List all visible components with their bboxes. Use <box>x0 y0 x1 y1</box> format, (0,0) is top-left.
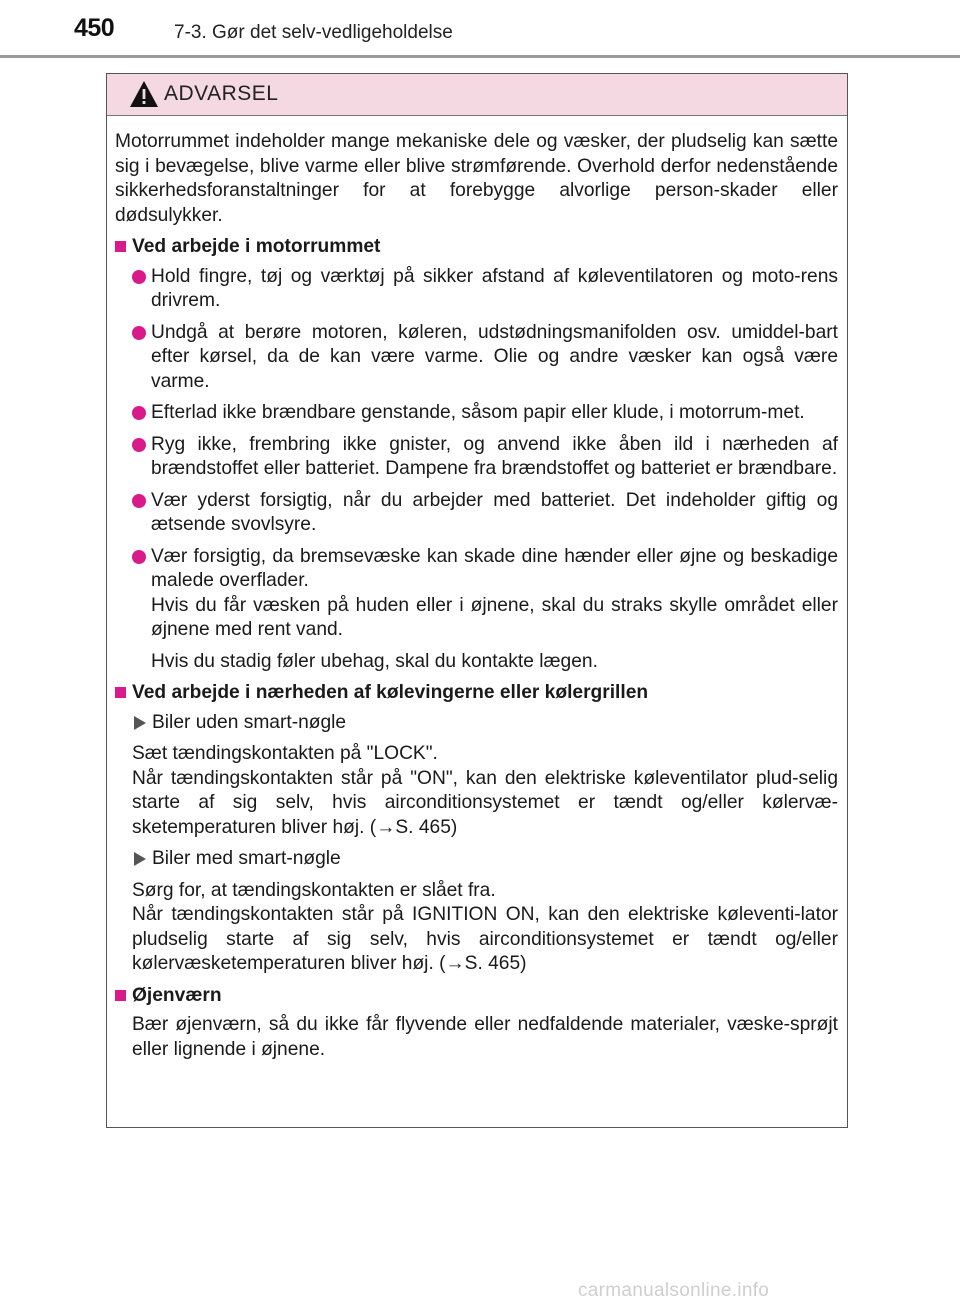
arrow-right-icon <box>134 716 146 730</box>
section-heading-engine-bay <box>115 235 838 260</box>
paragraph-line: Sæt tændingskontakten på "LOCK". <box>132 743 438 764</box>
warning-triangle-icon <box>129 80 159 108</box>
watermark: carmanualsonline.info <box>578 1280 770 1301</box>
paragraph-line: Når tændingskontakten står på "ON", kan den elektriske køleventilator plud-selig starte af sig selv, hvis airconditionsystemet er tændt og/eller kølervæ-sketemperaturen bliver høj. (→S. 465) <box>132 767 838 838</box>
list-item-text: Ryg ikke, frembring ikke gnister, og anvend ikke åben ild i nærheden af brændstoffet eller batteriet. Dampene fra brændstoffet og batteriet er brændbare. <box>151 433 838 479</box>
section-heading-text: Øjenværn <box>132 984 222 1006</box>
list-item-text: Undgå at berøre motoren, køleren, udstødningsmanifolden osv. umiddel-bart efter kørsel, da de kan være varme. Olie og andre væsker kan også være varme. <box>151 321 838 392</box>
warning-box <box>106 73 848 1128</box>
circle-bullet-icon <box>132 406 146 420</box>
circle-bullet-icon <box>132 326 146 340</box>
list-item-text: Vær yderst forsigtig, når du arbejder med batteriet. Det indeholder giftig og ætsende svovlsyre. <box>151 489 838 535</box>
page-header <box>0 0 960 60</box>
list-item-text: Hold fingre, tøj og værktøj på sikker afstand af køleventilatoren og moto-rens drivrem. <box>151 265 838 311</box>
list-item <box>115 489 838 538</box>
circle-bullet-icon <box>132 438 146 452</box>
section-title: 7-3. Gør det selv-vedligeholdelse <box>174 22 453 43</box>
section-heading-radiator <box>115 681 838 706</box>
sub-heading-text: Biler med smart-nøgle <box>152 848 341 869</box>
circle-bullet-icon <box>132 494 146 508</box>
list-item <box>115 265 838 314</box>
sub-heading-smart-key <box>115 847 838 872</box>
list-item <box>115 545 838 594</box>
square-bullet-icon <box>115 241 126 252</box>
warning-intro: Motorrummet indeholder mange mekaniske dele og væsker, der pludselig kan sætte sig i bevægelse, blive varme eller blive strømførende. Overhold derfor nedenstående sikkerhedsforanstaltninger for at forebygge alvorlige person-skader eller dødsulykker. <box>115 131 838 226</box>
square-bullet-icon <box>115 990 126 1001</box>
paragraph-line: Sørg for, at tændingskontakten er slået fra. <box>132 879 496 901</box>
list-item-continuation: Hvis du stadig føler ubehag, skal du kontakte lægen. <box>151 650 598 672</box>
list-item <box>115 401 838 426</box>
sub-heading-no-smart-key <box>115 711 838 736</box>
paragraph-line: Når tændingskontakten står på IGNITION ON, kan den elektriske køleventi-lator pludselig starte af sig selv, hvis airconditionsystemet er tændt og/eller kølervæsketemperaturen bliver høj. (→S. 465) <box>132 904 838 974</box>
circle-bullet-icon <box>132 270 146 284</box>
list-item-continuation: Hvis du får væsken på huden eller i øjnene, skal du straks skylle området eller øjnene med rent vand. <box>151 594 838 640</box>
paragraph <box>115 879 838 977</box>
square-bullet-icon <box>115 687 126 698</box>
list-item <box>115 321 838 395</box>
warning-content <box>107 116 847 1062</box>
list-item <box>115 433 838 482</box>
section-heading-text: Ved arbejde i motorrummet <box>132 236 381 257</box>
page-number: 450 <box>74 14 115 42</box>
section-heading-eye-protection <box>115 984 838 1009</box>
paragraph: Bær øjenværn, så du ikke får flyvende eller nedfaldende materialer, væske-sprøjt eller lignende i øjnene. <box>132 1014 838 1060</box>
arrow-right-icon <box>134 852 146 866</box>
list-item-text: Vær forsigtig, da bremsevæske kan skade dine hænder eller øjne og beskadige malede overflader. <box>151 545 838 591</box>
paragraph <box>115 742 838 840</box>
circle-bullet-icon <box>132 550 146 564</box>
section-heading-text: Ved arbejde i nærheden af kølevingerne eller kølergrillen <box>132 682 649 703</box>
warning-header <box>107 74 847 116</box>
sub-heading-text: Biler uden smart-nøgle <box>152 711 347 733</box>
header-divider <box>0 55 960 58</box>
warning-label: ADVARSEL <box>164 82 279 105</box>
list-item-text: Efterlad ikke brændbare genstande, såsom papir eller klude, i motorrum-met. <box>151 402 805 423</box>
